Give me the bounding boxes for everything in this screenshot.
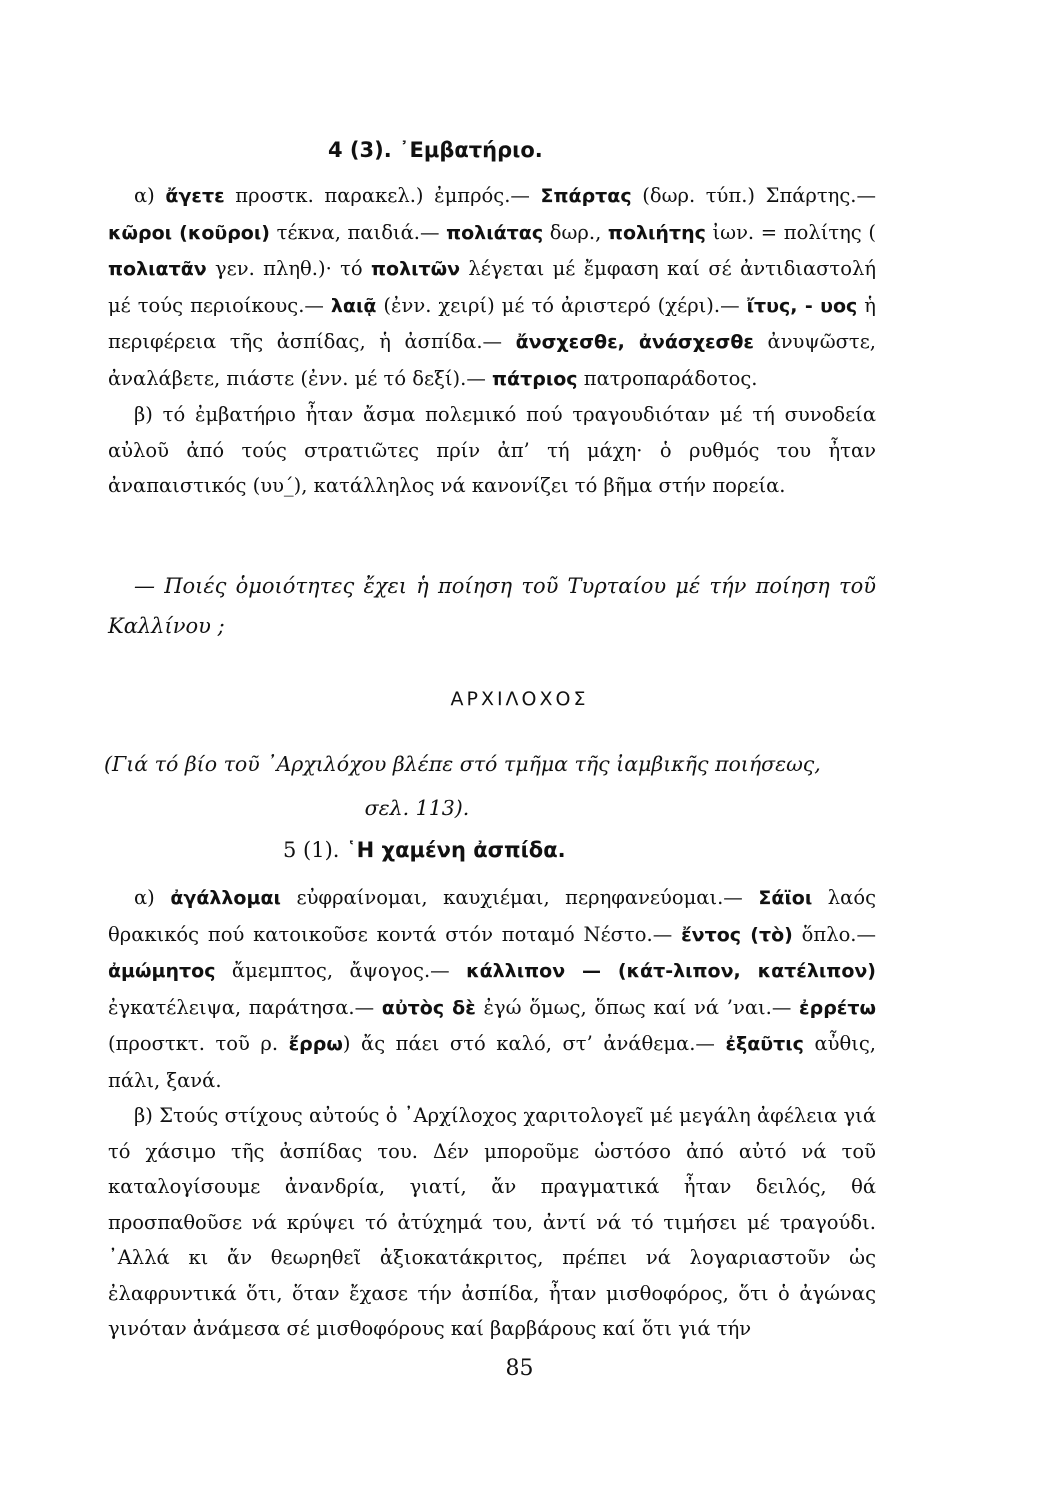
lemma: Σάϊοι [758,887,813,909]
section-4-question: — Ποιές ὁμοιότητες ἔχει ἡ ποίηση τοῦ Τυρταίου μέ τήν ποίηση τοῦ Καλλίνου ; [108,574,876,638]
lemma: κάλλιπον — (κάτ-λιπον, κατέλιπον) [466,960,876,982]
lemma: ἄνσχεσθε, ἀνάσχεσθε [515,331,754,353]
section-5-b-paragraph: β) Στούς στίχους αὐτούς ὁ ᾿Αρχίλοχος χαριτολογεῖ μέ μεγάλη ἀφέλεια γιά τό χάσιμο τῆς ἀσπίδας του. Δέν μποροῦμε ὡστόσο ἀπό αὐτό νά τοῦ καταλογίσουμε ἀνανδρία, γιατί, ἄν πραγματικά ἦταν δειλός, θά προσπαθοῦσε νά κρύψει τό ἀτύχημά του, ἀντί νά τό τιμήσει μέ τραγούδι. ᾿Αλλά κι ἄν θεωρηθεῖ ἀξιοκατάκριτος, πρέπει νά λογαριαστοῦν ὡς ἐλαφρυντικά ὅτι, ὅταν ἔχασε τήν ἀσπίδα, ἦταν μισθοφόρος, ὅτι ὁ ἀγώνας γινόταν ἀνάμεσα σέ μισθοφόρους καί βαρβάρους καί ὅτι γιά τήν [108,1104,876,1340]
lemma: πολιτῶν [371,258,461,280]
lemma: ἀγάλλομαι [170,887,281,909]
author-heading: ΑΡΧΙΛΟΧΟΣ [450,688,589,710]
lemma: λαιᾷ [330,294,377,317]
lemma: Σπάρτας [540,185,632,207]
lemma: πολιήτης [607,221,706,244]
lemma: πολιατᾶν [108,258,207,280]
section-4-glossary [108,178,876,504]
lemma: ἄγετε [165,185,225,207]
lemma: ἴτυς, - υος [746,294,858,317]
glossary-a-paragraph: α) ἄγετε προστκ. παρακελ.) ἐμπρός.— Σπάρτας (δωρ. τύπ.) Σπάρτης.— κῶροι (κοῦροι) τέκνα, παιδιά.— πολιάτας δωρ., πολιήτης ἰων. = πολίτης ( πολιατᾶν γεν. πληθ.)· τό πολιτῶν λέγεται μέ ἔμφαση καί σέ ἀντιδιαστολή μέ τούς περιοίκους.— λαιᾷ (ἐνν. χειρί) μέ τό ἀριστερό (χέρι).— ἴτυς, - υος ἡ περιφέρεια τῆς ἀσπίδας, ἡ ἀσπίδα.— ἄνσχεσθε, ἀνάσχεσθε ἀνυψῶστε, ἀναλάβετε, πιάστε (ἐνν. μέ τό δεξί).— πάτριος πατροπαράδοτος. [108,184,877,390]
lemma: αὐτὸς δὲ [381,996,476,1019]
lemma: πάτριος [492,367,578,390]
section-4-b-paragraph: β) τό ἐμβατήριο ἦταν ἄσμα πολεμικό πού τραγουδιόταν μέ τή συνοδεία αὐλοῦ ἀπό τούς στρατιῶτες πρίν ἀπ’ τή μάχη· ὁ ρυθμός του ἦταν ἀναπαιστικός (υυ_́), κατάλληλος νά κανονίζει τό βῆμα στήν πορεία. [108,403,876,497]
author-note: (Γιά τό βίο τοῦ ᾿Αρχιλόχου βλέπε στό τμῆμα τῆς ἰαμβικῆς ποιήσεως, σελ. 113). [104,752,821,820]
lemma: ἐρρέτω [799,996,877,1019]
section-5-glossary [108,880,876,1347]
section-5-title: 5 (1). ῾Η χαμένη ἀσπίδα. [283,838,566,862]
lemma: ἀμώμητος [108,960,216,982]
glossary-a-paragraph: α) ἀγάλλομαι εὐφραίνομαι, καυχιέμαι, περηφανεύομαι.— Σάϊοι λαός θρακικός πού κατοικοῦσε κοντά στόν ποταμό Νέστο.— ἔντος (τὸ) ὅπλο.— ἀμώμητος ἄμεμπτος, ἄψογος.— κάλλιπον — (κάτ-λιπον, κατέλιπον) ἐγκατέλειψα, παράτησα.— αὐτὸς δὲ ἐγώ ὅμως, ὅπως καί νά ’ναι.— ἐρρέτω (προστκτ. τοῦ ρ. ἔρρω) ἄς πάει στό καλό, στ’ ἀνάθεμα.— ἐξαῦτις αὖθις, πάλι, ξανά. [108,886,877,1092]
lemma: πολιάτας [446,221,544,244]
lemma: κῶροι (κοῦροι) [108,221,270,244]
section-4-title: 4 (3). ᾿Εμβατήριο. [328,138,543,162]
lemma: ἔρρω [288,1033,343,1055]
lemma: ἔντος (τὸ) [681,923,793,946]
page-number: 85 [505,1356,534,1381]
lemma: ἐξαῦτις [725,1033,804,1055]
